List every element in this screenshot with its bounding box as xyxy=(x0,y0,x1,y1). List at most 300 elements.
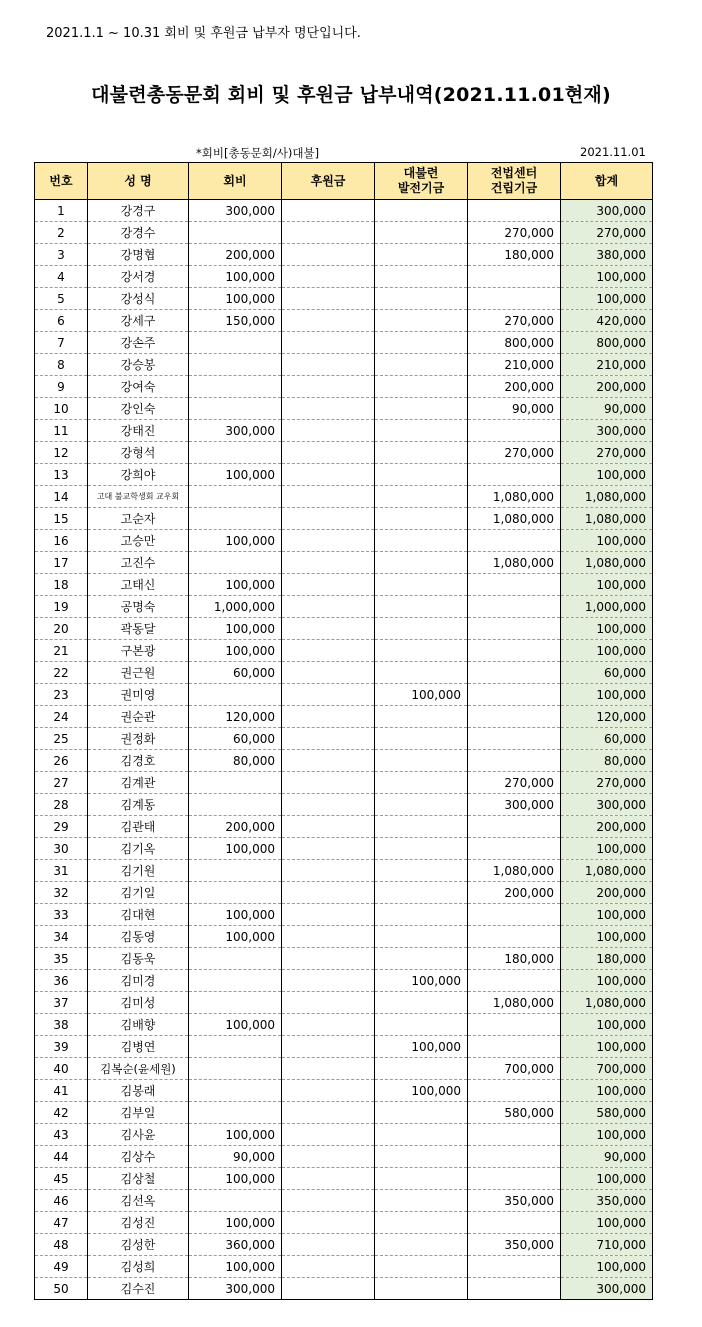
center-construction-fund xyxy=(468,1080,561,1102)
membership-fee xyxy=(189,1190,282,1212)
donation xyxy=(282,1234,375,1256)
table-row xyxy=(35,530,653,552)
donation xyxy=(282,948,375,970)
donation xyxy=(282,354,375,376)
center-construction-fund: 300,000 xyxy=(468,794,561,816)
row-number: 35 xyxy=(35,948,88,970)
development-fund xyxy=(375,1234,468,1256)
center-construction-fund: 700,000 xyxy=(468,1058,561,1080)
table-row xyxy=(35,1168,653,1190)
donation xyxy=(282,816,375,838)
membership-fee: 90,000 xyxy=(189,1146,282,1168)
table-row xyxy=(35,332,653,354)
member-name: 강성식 xyxy=(88,288,189,310)
center-construction-fund xyxy=(468,1014,561,1036)
donation xyxy=(282,310,375,332)
membership-fee xyxy=(189,1036,282,1058)
row-total: 300,000 xyxy=(561,794,653,816)
member-name: 강경수 xyxy=(88,222,189,244)
header-total: 합계 xyxy=(561,163,653,200)
table-row xyxy=(35,662,653,684)
membership-fee: 150,000 xyxy=(189,310,282,332)
member-name: 김봉래 xyxy=(88,1080,189,1102)
row-total: 100,000 xyxy=(561,464,653,486)
member-name: 김성진 xyxy=(88,1212,189,1234)
table-row xyxy=(35,816,653,838)
header-name: 성 명 xyxy=(88,163,189,200)
donation xyxy=(282,596,375,618)
member-name: 구본광 xyxy=(88,640,189,662)
center-construction-fund xyxy=(468,816,561,838)
row-number: 27 xyxy=(35,772,88,794)
table-row xyxy=(35,1080,653,1102)
table-row xyxy=(35,728,653,750)
development-fund xyxy=(375,662,468,684)
center-construction-fund: 270,000 xyxy=(468,310,561,332)
row-total: 100,000 xyxy=(561,1256,653,1278)
table-row xyxy=(35,948,653,970)
donation xyxy=(282,1278,375,1300)
development-fund xyxy=(375,1256,468,1278)
row-total: 100,000 xyxy=(561,904,653,926)
member-name: 강인숙 xyxy=(88,398,189,420)
row-number: 4 xyxy=(35,266,88,288)
table-row xyxy=(35,1102,653,1124)
center-construction-fund xyxy=(468,1278,561,1300)
development-fund xyxy=(375,222,468,244)
row-number: 3 xyxy=(35,244,88,266)
row-total: 100,000 xyxy=(561,970,653,992)
table-row xyxy=(35,750,653,772)
donation xyxy=(282,376,375,398)
center-construction-fund: 1,080,000 xyxy=(468,486,561,508)
table-row xyxy=(35,640,653,662)
development-fund xyxy=(375,1058,468,1080)
membership-fee xyxy=(189,948,282,970)
row-total: 200,000 xyxy=(561,376,653,398)
center-construction-fund xyxy=(468,904,561,926)
row-total: 180,000 xyxy=(561,948,653,970)
table-row xyxy=(35,1234,653,1256)
donation xyxy=(282,684,375,706)
table-row xyxy=(35,552,653,574)
center-construction-fund: 270,000 xyxy=(468,772,561,794)
table-row xyxy=(35,486,653,508)
row-number: 28 xyxy=(35,794,88,816)
membership-fee xyxy=(189,486,282,508)
member-name: 김복순(윤세원) xyxy=(88,1058,189,1080)
development-fund: 100,000 xyxy=(375,1080,468,1102)
table-row xyxy=(35,1256,653,1278)
row-number: 14 xyxy=(35,486,88,508)
member-name: 김계동 xyxy=(88,794,189,816)
row-number: 44 xyxy=(35,1146,88,1168)
table-row xyxy=(35,398,653,420)
row-number: 23 xyxy=(35,684,88,706)
membership-fee: 100,000 xyxy=(189,464,282,486)
membership-fee xyxy=(189,222,282,244)
development-fund xyxy=(375,464,468,486)
donation xyxy=(282,992,375,1014)
center-construction-fund xyxy=(468,750,561,772)
donation xyxy=(282,222,375,244)
membership-fee: 200,000 xyxy=(189,816,282,838)
donation xyxy=(282,552,375,574)
row-number: 16 xyxy=(35,530,88,552)
development-fund xyxy=(375,816,468,838)
table-row xyxy=(35,200,653,222)
member-name: 강서경 xyxy=(88,266,189,288)
center-construction-fund: 580,000 xyxy=(468,1102,561,1124)
membership-fee: 100,000 xyxy=(189,288,282,310)
table-row xyxy=(35,442,653,464)
development-fund xyxy=(375,376,468,398)
row-total: 1,080,000 xyxy=(561,486,653,508)
table-row xyxy=(35,508,653,530)
row-number: 29 xyxy=(35,816,88,838)
development-fund xyxy=(375,706,468,728)
development-fund xyxy=(375,552,468,574)
donation xyxy=(282,398,375,420)
center-construction-fund xyxy=(468,420,561,442)
member-name: 김동욱 xyxy=(88,948,189,970)
development-fund xyxy=(375,574,468,596)
row-number: 20 xyxy=(35,618,88,640)
donation xyxy=(282,706,375,728)
row-number: 7 xyxy=(35,332,88,354)
center-construction-fund: 210,000 xyxy=(468,354,561,376)
membership-fee xyxy=(189,860,282,882)
membership-fee xyxy=(189,882,282,904)
as-of-date: 2021.11.01 xyxy=(580,145,646,159)
row-number: 45 xyxy=(35,1168,88,1190)
member-name: 고태신 xyxy=(88,574,189,596)
row-number: 42 xyxy=(35,1102,88,1124)
development-fund xyxy=(375,530,468,552)
member-name: 김배향 xyxy=(88,1014,189,1036)
center-construction-fund xyxy=(468,1212,561,1234)
donation xyxy=(282,332,375,354)
row-number: 19 xyxy=(35,596,88,618)
row-number: 46 xyxy=(35,1190,88,1212)
donation xyxy=(282,574,375,596)
notice-text: 2021.1.1 ~ 10.31 회비 및 후원금 납부자 명단입니다. xyxy=(46,26,361,41)
table-row xyxy=(35,574,653,596)
development-fund xyxy=(375,200,468,222)
donation xyxy=(282,640,375,662)
row-number: 32 xyxy=(35,882,88,904)
row-total: 100,000 xyxy=(561,574,653,596)
row-number: 31 xyxy=(35,860,88,882)
development-fund xyxy=(375,310,468,332)
donation xyxy=(282,1168,375,1190)
membership-fee: 100,000 xyxy=(189,904,282,926)
membership-fee: 100,000 xyxy=(189,1124,282,1146)
table-row xyxy=(35,596,653,618)
row-total: 270,000 xyxy=(561,222,653,244)
member-name: 고진수 xyxy=(88,552,189,574)
row-total: 100,000 xyxy=(561,1014,653,1036)
table-row xyxy=(35,420,653,442)
development-fund xyxy=(375,1278,468,1300)
membership-fee: 100,000 xyxy=(189,530,282,552)
center-construction-fund xyxy=(468,684,561,706)
membership-fee: 100,000 xyxy=(189,618,282,640)
development-fund xyxy=(375,486,468,508)
center-construction-fund: 90,000 xyxy=(468,398,561,420)
row-number: 47 xyxy=(35,1212,88,1234)
table-row xyxy=(35,1212,653,1234)
membership-fee xyxy=(189,332,282,354)
row-total: 700,000 xyxy=(561,1058,653,1080)
donation xyxy=(282,508,375,530)
member-name: 김계관 xyxy=(88,772,189,794)
center-construction-fund xyxy=(468,574,561,596)
table-row xyxy=(35,1278,653,1300)
development-fund xyxy=(375,1190,468,1212)
row-total: 90,000 xyxy=(561,398,653,420)
development-fund xyxy=(375,948,468,970)
membership-fee: 360,000 xyxy=(189,1234,282,1256)
member-name: 강여숙 xyxy=(88,376,189,398)
row-number: 2 xyxy=(35,222,88,244)
development-fund xyxy=(375,1146,468,1168)
membership-fee: 300,000 xyxy=(189,200,282,222)
table-row xyxy=(35,288,653,310)
center-construction-fund: 1,080,000 xyxy=(468,552,561,574)
center-construction-fund xyxy=(468,618,561,640)
table-row xyxy=(35,970,653,992)
development-fund xyxy=(375,244,468,266)
member-name: 김동영 xyxy=(88,926,189,948)
member-name: 고대 불교학생회 교우회 xyxy=(88,486,189,508)
member-name: 김병연 xyxy=(88,1036,189,1058)
membership-fee xyxy=(189,354,282,376)
donation xyxy=(282,530,375,552)
member-name: 공명숙 xyxy=(88,596,189,618)
donation xyxy=(282,1256,375,1278)
donation xyxy=(282,288,375,310)
member-name: 김상철 xyxy=(88,1168,189,1190)
membership-fee xyxy=(189,772,282,794)
member-name: 권미영 xyxy=(88,684,189,706)
membership-fee xyxy=(189,508,282,530)
member-name: 강승봉 xyxy=(88,354,189,376)
development-fund xyxy=(375,618,468,640)
membership-fee: 60,000 xyxy=(189,728,282,750)
development-fund xyxy=(375,1212,468,1234)
row-number: 49 xyxy=(35,1256,88,1278)
table-row xyxy=(35,376,653,398)
row-total: 300,000 xyxy=(561,420,653,442)
member-name: 권정화 xyxy=(88,728,189,750)
member-name: 김부일 xyxy=(88,1102,189,1124)
member-name: 김상수 xyxy=(88,1146,189,1168)
center-construction-fund: 200,000 xyxy=(468,882,561,904)
row-total: 1,000,000 xyxy=(561,596,653,618)
development-fund xyxy=(375,354,468,376)
row-total: 100,000 xyxy=(561,266,653,288)
row-number: 15 xyxy=(35,508,88,530)
row-total: 380,000 xyxy=(561,244,653,266)
member-name: 강태진 xyxy=(88,420,189,442)
donation xyxy=(282,838,375,860)
membership-fee xyxy=(189,970,282,992)
membership-fee: 100,000 xyxy=(189,1212,282,1234)
row-number: 21 xyxy=(35,640,88,662)
center-construction-fund xyxy=(468,838,561,860)
row-total: 60,000 xyxy=(561,662,653,684)
row-total: 100,000 xyxy=(561,618,653,640)
membership-fee xyxy=(189,376,282,398)
membership-fee: 100,000 xyxy=(189,1014,282,1036)
row-total: 100,000 xyxy=(561,640,653,662)
row-total: 100,000 xyxy=(561,1212,653,1234)
table-row xyxy=(35,354,653,376)
center-construction-fund: 180,000 xyxy=(468,948,561,970)
donation xyxy=(282,1036,375,1058)
development-fund: 100,000 xyxy=(375,684,468,706)
header-donation: 후원금 xyxy=(282,163,375,200)
membership-fee xyxy=(189,552,282,574)
donation xyxy=(282,1080,375,1102)
row-number: 36 xyxy=(35,970,88,992)
row-total: 300,000 xyxy=(561,200,653,222)
table-header-row xyxy=(35,163,653,200)
development-fund: 100,000 xyxy=(375,1036,468,1058)
donation xyxy=(282,882,375,904)
row-total: 200,000 xyxy=(561,882,653,904)
row-total: 100,000 xyxy=(561,684,653,706)
row-total: 90,000 xyxy=(561,1146,653,1168)
row-number: 22 xyxy=(35,662,88,684)
center-construction-fund: 180,000 xyxy=(468,244,561,266)
member-name: 김관태 xyxy=(88,816,189,838)
table-row xyxy=(35,1190,653,1212)
center-construction-fund xyxy=(468,1036,561,1058)
header-development-fund: 대불련 발전기금 xyxy=(375,163,468,200)
table-row xyxy=(35,1036,653,1058)
row-total: 100,000 xyxy=(561,926,653,948)
row-total: 270,000 xyxy=(561,772,653,794)
table-row xyxy=(35,794,653,816)
member-name: 강명협 xyxy=(88,244,189,266)
center-construction-fund xyxy=(468,728,561,750)
row-total: 420,000 xyxy=(561,310,653,332)
center-construction-fund xyxy=(468,970,561,992)
table-row xyxy=(35,706,653,728)
donation xyxy=(282,662,375,684)
row-number: 41 xyxy=(35,1080,88,1102)
donation xyxy=(282,200,375,222)
donation xyxy=(282,904,375,926)
development-fund xyxy=(375,1102,468,1124)
row-total: 800,000 xyxy=(561,332,653,354)
membership-fee xyxy=(189,684,282,706)
row-number: 5 xyxy=(35,288,88,310)
development-fund xyxy=(375,882,468,904)
donation xyxy=(282,266,375,288)
development-fund xyxy=(375,992,468,1014)
development-fund xyxy=(375,1124,468,1146)
center-construction-fund: 1,080,000 xyxy=(468,992,561,1014)
center-construction-fund xyxy=(468,266,561,288)
membership-fee xyxy=(189,1102,282,1124)
row-number: 17 xyxy=(35,552,88,574)
center-construction-fund xyxy=(468,596,561,618)
development-fund xyxy=(375,266,468,288)
row-total: 210,000 xyxy=(561,354,653,376)
center-construction-fund: 270,000 xyxy=(468,442,561,464)
row-number: 30 xyxy=(35,838,88,860)
donation xyxy=(282,464,375,486)
row-total: 1,080,000 xyxy=(561,992,653,1014)
center-construction-fund xyxy=(468,926,561,948)
row-number: 33 xyxy=(35,904,88,926)
donation xyxy=(282,772,375,794)
row-total: 270,000 xyxy=(561,442,653,464)
member-name: 권순관 xyxy=(88,706,189,728)
center-construction-fund xyxy=(468,200,561,222)
row-number: 13 xyxy=(35,464,88,486)
donation xyxy=(282,618,375,640)
header-number: 번호 xyxy=(35,163,88,200)
development-fund xyxy=(375,838,468,860)
member-name: 김사윤 xyxy=(88,1124,189,1146)
membership-fee: 100,000 xyxy=(189,1168,282,1190)
row-number: 10 xyxy=(35,398,88,420)
member-name: 곽동달 xyxy=(88,618,189,640)
development-fund xyxy=(375,1014,468,1036)
row-total: 100,000 xyxy=(561,1080,653,1102)
row-total: 120,000 xyxy=(561,706,653,728)
development-fund xyxy=(375,420,468,442)
row-number: 40 xyxy=(35,1058,88,1080)
membership-fee-note: *회비[총동문회/사)대불] xyxy=(196,146,320,160)
row-number: 1 xyxy=(35,200,88,222)
development-fund xyxy=(375,288,468,310)
row-total: 300,000 xyxy=(561,1278,653,1300)
center-construction-fund: 1,080,000 xyxy=(468,860,561,882)
table-row xyxy=(35,882,653,904)
donation xyxy=(282,1146,375,1168)
membership-fee xyxy=(189,1080,282,1102)
membership-fee: 1,000,000 xyxy=(189,596,282,618)
center-construction-fund: 350,000 xyxy=(468,1190,561,1212)
row-number: 24 xyxy=(35,706,88,728)
table-row xyxy=(35,618,653,640)
member-name: 권근원 xyxy=(88,662,189,684)
donation xyxy=(282,860,375,882)
donation xyxy=(282,926,375,948)
header-membership-fee: 회비 xyxy=(189,163,282,200)
member-name: 강희야 xyxy=(88,464,189,486)
row-number: 38 xyxy=(35,1014,88,1036)
row-total: 100,000 xyxy=(561,1036,653,1058)
member-name: 김기옥 xyxy=(88,838,189,860)
center-construction-fund: 350,000 xyxy=(468,1234,561,1256)
row-total: 1,080,000 xyxy=(561,552,653,574)
donation xyxy=(282,728,375,750)
row-total: 100,000 xyxy=(561,1124,653,1146)
table-row xyxy=(35,684,653,706)
member-name: 고순자 xyxy=(88,508,189,530)
row-total: 100,000 xyxy=(561,530,653,552)
member-name: 강형석 xyxy=(88,442,189,464)
table-row xyxy=(35,860,653,882)
row-total: 1,080,000 xyxy=(561,860,653,882)
table-row xyxy=(35,222,653,244)
